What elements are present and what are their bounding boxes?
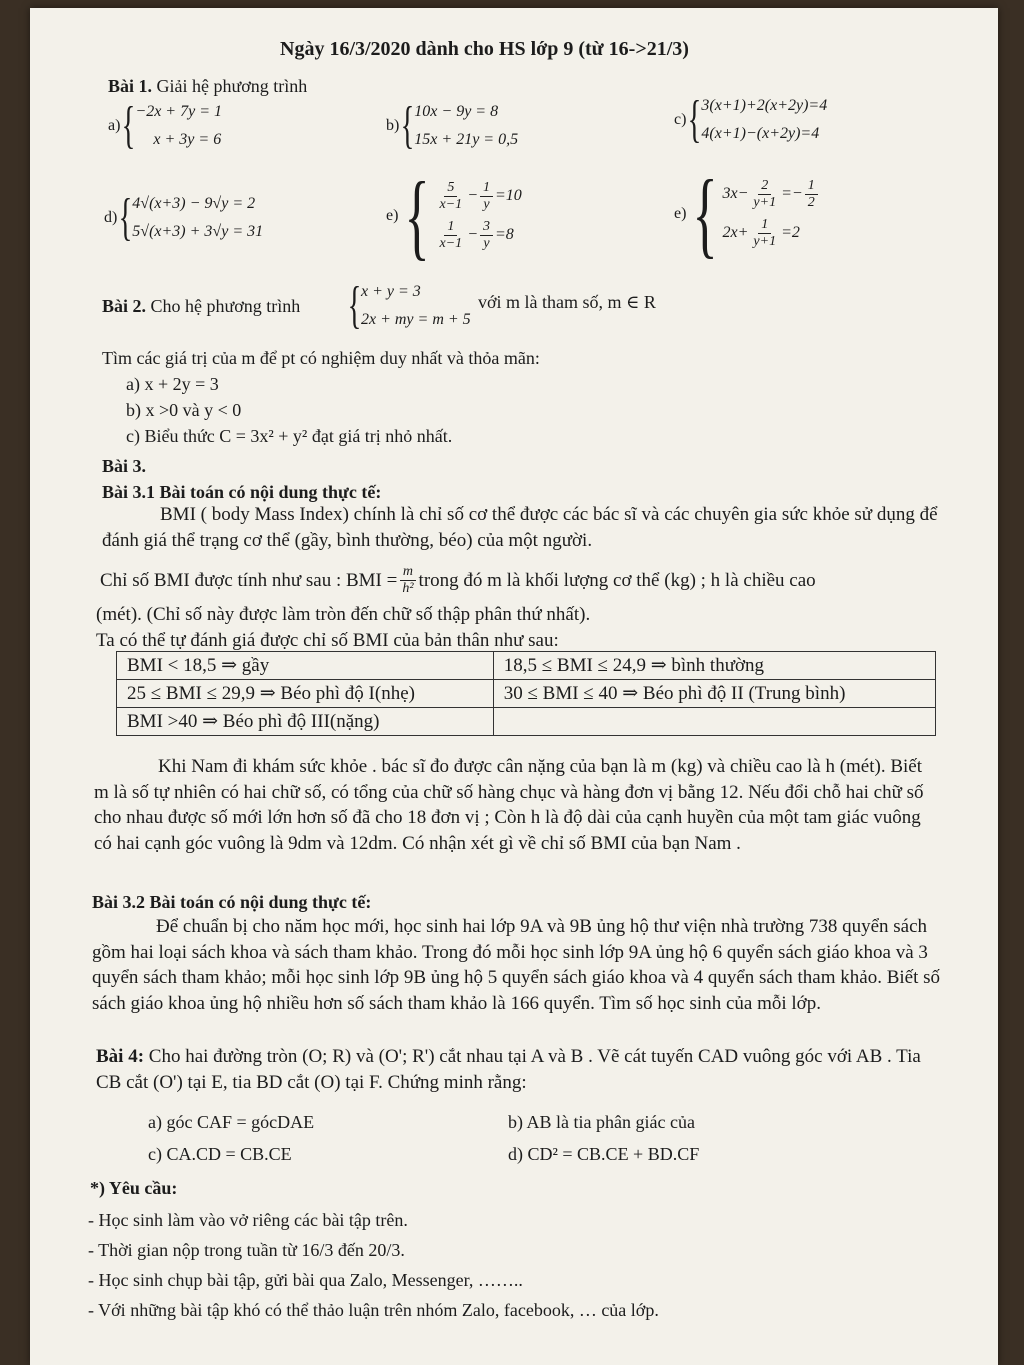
system-e2: [674, 160, 820, 267]
bai2-heading-line: [102, 296, 300, 317]
system-d-eq1: 4√(x+3) − 9√y = 2: [132, 195, 256, 212]
brace-icon: {: [400, 97, 415, 154]
bmi-formula-line: [100, 564, 816, 597]
system-d-eq2: 5√(x+3) + 3√y = 31: [132, 223, 264, 240]
brace-icon: {: [688, 91, 702, 148]
bai4-item-b: b) AB là tia phân giác của: [508, 1112, 695, 1132]
bai2-item-b: b) x >0 và y < 0: [126, 400, 242, 420]
bai4-item-a: a) góc CAF = gócDAE: [148, 1112, 315, 1132]
bai2-system: [346, 277, 471, 334]
requirement-item: - Học sinh chụp bài tập, gửi bài qua Zalo, Messenger, ……..: [88, 1270, 523, 1290]
e1-num1: 5: [444, 180, 457, 197]
e2-mid1: =−: [781, 185, 803, 203]
bmi-table-intro: Ta có thể tự đánh giá được chỉ số BMI của bản thân như sau:: [96, 630, 559, 651]
brace-icon: {: [122, 97, 136, 154]
e2-num3: 1: [758, 217, 771, 234]
e1-den2: y: [483, 197, 490, 212]
requirement-item: - Thời gian nộp trong tuần từ 16/3 đến 20/3.: [88, 1240, 405, 1260]
table-cell: [493, 708, 935, 736]
system-c-eq2: 4(x+1)−(x+2y)=4: [701, 125, 820, 142]
e1-den1: x−1: [439, 197, 463, 212]
brace-icon: {: [404, 162, 431, 269]
bai2-eq2: 2x + my = m + 5: [360, 311, 471, 328]
system-b-label: b): [386, 117, 400, 134]
system-d: [104, 189, 264, 246]
bai2-heading: Bài 2.: [102, 296, 147, 316]
bai1-heading-line: [108, 76, 307, 97]
bai1-heading: Bài 1.: [108, 76, 153, 96]
system-a-label: a): [108, 117, 121, 134]
bai2-eq1: x + y = 3: [360, 283, 421, 300]
system-c-eq1: 3(x+1)+2(x+2y)=4: [701, 97, 828, 114]
e2-num1: 2: [758, 178, 771, 195]
bmi-formula-den: h²: [402, 581, 414, 596]
e1-den4: y: [483, 236, 490, 251]
bai32-heading: Bài 3.2 Bài toán có nội dung thực tế:: [92, 892, 372, 912]
bmi-formula-post: trong đó m là khối lượng cơ thể (kg) ; h là chiều cao: [418, 569, 816, 591]
bmi-formula-pre: Chỉ số BMI được tính như sau : BMI =: [100, 569, 398, 591]
e2-den1: y+1: [753, 195, 777, 210]
system-c-label: c): [674, 111, 687, 128]
bai2-item-a: a) x + 2y = 3: [126, 374, 219, 394]
bmi-formula-note: (mét). (Chỉ số này được làm tròn đến chữ số thập phân thứ nhất).: [96, 604, 591, 625]
table-cell: BMI >40 ⇒ Béo phì độ III(nặng): [117, 708, 494, 736]
requirement-item: - Với những bài tập khó có thể thảo luận trên nhóm Zalo, facebook, … của lớp.: [88, 1300, 659, 1320]
system-e2-label: e): [674, 205, 687, 222]
table-row: [117, 652, 936, 680]
bmi-formula-num: m: [400, 564, 416, 581]
bai4-item-c: c) CA.CD = CB.CE: [148, 1144, 292, 1164]
table-cell: 18,5 ≤ BMI ≤ 24,9 ⇒ bình thường: [493, 652, 935, 680]
e2-den3: y+1: [753, 234, 777, 249]
system-d-label: d): [104, 209, 118, 226]
e1-num3: 1: [444, 219, 457, 236]
bai4-heading: Bài 4:: [96, 1046, 145, 1067]
e1-rhs2: =8: [494, 226, 514, 244]
bmi-table: [116, 651, 936, 736]
e2-num2: 1: [805, 178, 818, 195]
brace-icon: {: [692, 160, 719, 267]
system-a-eq2: x + 3y = 6: [153, 131, 222, 148]
bai2-after: với m là tham số, m ∈ R: [478, 292, 656, 312]
bai4-block: [96, 1044, 942, 1095]
system-b-eq1: 10x − 9y = 8: [414, 103, 499, 120]
bai2-text: Cho hệ phương trình: [150, 296, 301, 316]
bai31-heading: Bài 3.1 Bài toán có nội dung thực tế:: [102, 482, 382, 502]
system-e1: e) { $\frac{5}{x-1}$ − $\frac{1}{y}$ =10 $\frac{1}{x-1}$ − $\frac{3}{y}$ =8: [386, 162, 522, 269]
bai3-heading: Bài 3.: [102, 456, 147, 476]
bai31-problem: Khi Nam đi khám sức khỏe . bác sĩ đo được cân nặng của bạn là m (kg) và chiều cao là h (mét). Biết m là số tự nhiên có hai chữ số, có tổng của chữ số hàng chục và hàng đơn vị bằng 12. Nếu đổi chỗ hai chữ số cho nhau được số mới lớn hơn số đã cho 18 đơn vị ; Còn h là độ dài của cạnh huyền của một tam giác vuông có hai cạnh góc vuông là 9dm và 12dm. Có nhận xét gì về chỉ số BMI của bạn Nam .: [94, 756, 924, 854]
table-row: [117, 680, 936, 708]
table-cell: 30 ≤ BMI ≤ 40 ⇒ Béo phì độ II (Trung bình): [493, 680, 935, 708]
e2-den2: 2: [807, 195, 815, 210]
bai2-item-c: c) Biểu thức C = 3x² + y² đạt giá trị nhỏ nhất.: [126, 426, 453, 446]
bmi-intro: BMI ( body Mass Index) chính là chỉ số cơ thể được các bác sĩ và các chuyên gia sức khỏe sử dụng để đánh giá thể trạng cơ thể (gầy, bình thường, béo) của một người.: [102, 504, 938, 551]
e2-part1: 3x−: [722, 185, 749, 203]
e2-part2: 2x+: [722, 224, 749, 242]
table-cell: BMI < 18,5 ⇒ gầy: [117, 652, 494, 680]
bai4-text: Cho hai đường tròn (O; R) và (O'; R') cắt nhau tại A và B . Vẽ cát tuyến CAD vuông góc với AB . Tia CB cắt (O') tại E, tia BD cắt (O) tại F. Chứng minh rằng:: [96, 1046, 921, 1093]
requirement-item: - Học sinh làm vào vở riêng các bài tập trên.: [88, 1210, 408, 1230]
brace-icon: {: [118, 189, 133, 246]
e1-num2: 1: [480, 180, 493, 197]
system-b: [386, 97, 519, 154]
e2-rhs2: =2: [781, 224, 800, 242]
system-a: [108, 97, 222, 154]
e1-den3: x−1: [439, 236, 463, 251]
requirements-heading: *) Yêu cầu:: [90, 1178, 178, 1198]
system-a-eq1: −2x + 7y = 1: [135, 103, 222, 120]
e1-num4: 3: [480, 219, 493, 236]
bai1-text: Giải hệ phương trình: [156, 76, 308, 96]
brace-icon: {: [347, 277, 362, 334]
e1-rhs1: =10: [494, 187, 522, 205]
bai32-problem: Để chuẩn bị cho năm học mới, học sinh hai lớp 9A và 9B ủng hộ thư viện nhà trường 738 quyển sách gồm hai loại sách khoa và sách tham khảo. Trong đó mỗi học sinh lớp 9A ủng hộ 6 quyển sách giáo khoa và 3 quyển sách tham khảo; mỗi học sinh lớp 9B ủng hộ 5 quyển sách giáo khoa và 4 quyển sách tham khảo. Biết số sách giáo khoa ủng hộ nhiều hơn số sách tham khảo là 166 quyển. Tìm số học sinh của mỗi lớp.: [92, 916, 941, 1014]
table-row: [117, 708, 936, 736]
table-cell: 25 ≤ BMI ≤ 29,9 ⇒ Béo phì độ I(nhẹ): [117, 680, 494, 708]
system-c: [674, 91, 828, 148]
system-b-eq2: 15x + 21y = 0,5: [414, 131, 519, 148]
bai2-question: Tìm các giá trị của m để pt có nghiệm duy nhất và thỏa mãn:: [102, 348, 540, 368]
system-e1-label: e): [386, 207, 399, 224]
page-title: Ngày 16/3/2020 dành cho HS lớp 9 (từ 16->21/3): [280, 38, 689, 60]
worksheet-page: [30, 8, 998, 1365]
bai4-item-d: d) CD² = CB.CE + BD.CF: [508, 1144, 700, 1164]
